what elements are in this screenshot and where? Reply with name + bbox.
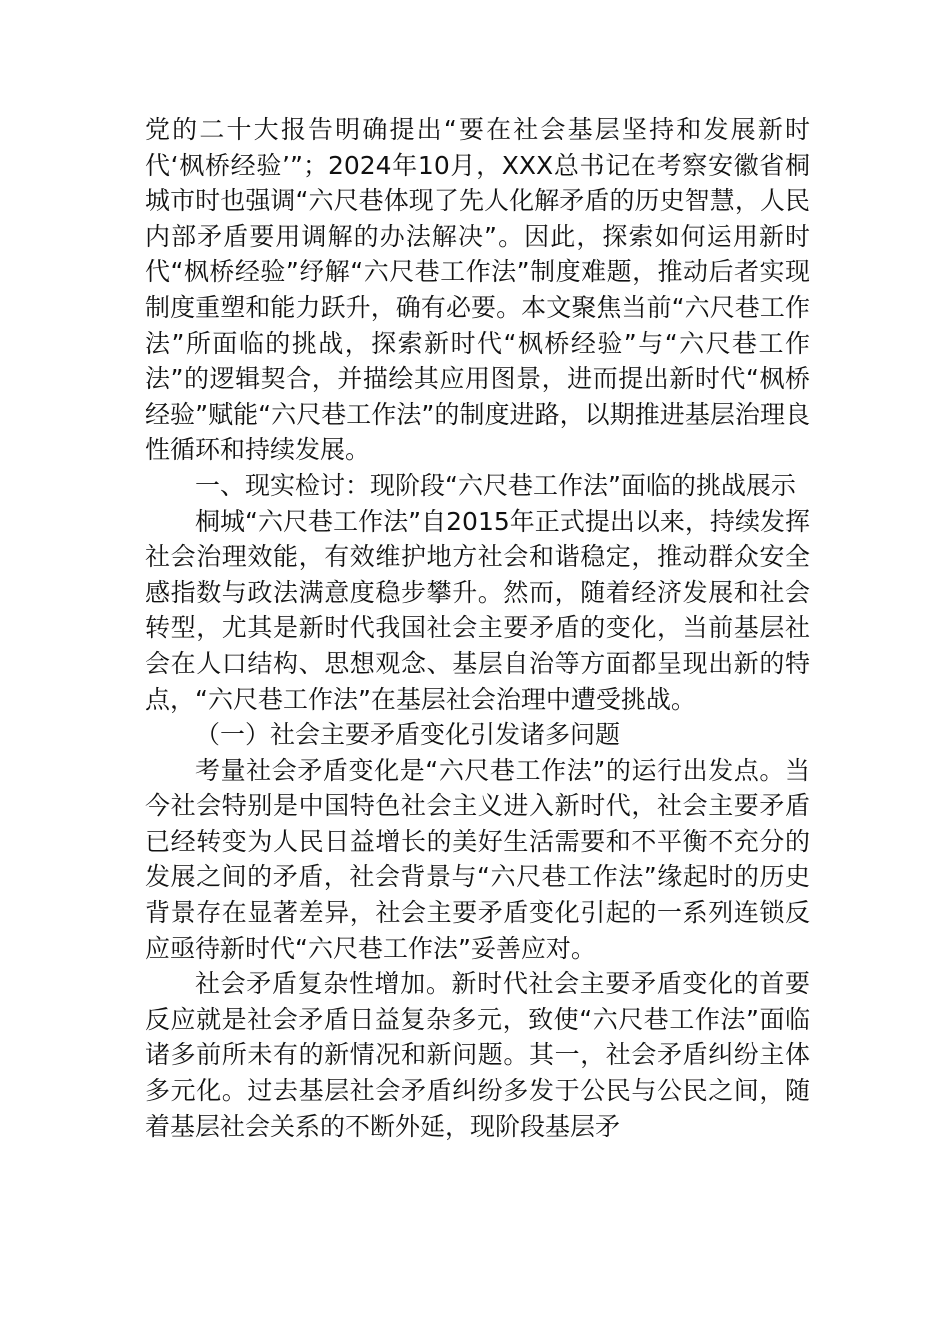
- section-1-paragraph: 桐城“六尺巷工作法”自2015年正式提出以来，持续发挥社会治理效能，有效维护地方社会和谐稳定，推动群众安全感指数与政法满意度稳步攀升。然而，随着经济发展和社会转型，尤其是新时代我国社会主要矛盾的变化，当前基层社会在人口结构、思想观念、基层自治等方面都呈现出新的特点，“六尺巷工作法”在基层社会治理中遭受挑战。: [145, 506, 810, 714]
- subsection-heading-1: （一）社会主要矛盾变化引发诸多问题: [195, 720, 621, 750]
- subsection-1-paragraph-1: 考量社会矛盾变化是“六尺巷工作法”的运行出发点。当今社会特别是中国特色社会主义进入新时代，社会主要矛盾已经转变为人民日益增长的美好生活需要和不平衡不充分的发展之间的矛盾，社会背景与“六尺巷工作法”缘起时的历史背景存在显著差异，社会主要矛盾变化引起的一系列连锁反应亟待新时代“六尺巷工作法”妥善应对。: [145, 755, 810, 963]
- intro-paragraph: 党的二十大报告明确提出“要在社会基层坚持和发展新时代‘枫桥经验’”；2024年10月，XXX总书记在考察安徽省桐城市时也强调“六尺巷体现了先人化解矛盾的历史智慧，人民内部矛盾要用调解的办法解决”。因此，探索如何运用新时代“枫桥经验”纾解“六尺巷工作法”制度难题，推动后者实现制度重塑和能力跃升，确有必要。本文聚焦当前“六尺巷工作法”所面临的挑战，探索新时代“枫桥经验”与“六尺巷工作法”的逻辑契合，并描绘其应用图景，进而提出新时代“枫桥经验”赋能“六尺巷工作法”的制度进路，以期推进基层治理良性循环和持续发展。: [145, 115, 810, 465]
- subsection-1-paragraph-2: 社会矛盾复杂性增加。新时代社会主要矛盾变化的首要反应就是社会矛盾日益复杂多元，致使“六尺巷工作法”面临诸多前所未有的新情况和新问题。其一，社会矛盾纠纷主体多元化。过去基层社会矛盾纠纷多发于公民与公民之间，随着基层社会关系的不断外延，现阶段基层矛: [145, 969, 810, 1141]
- body-text: [145, 112, 810, 1144]
- section-heading-1: 一、现实检讨：现阶段“六尺巷工作法”面临的挑战展示: [195, 470, 796, 500]
